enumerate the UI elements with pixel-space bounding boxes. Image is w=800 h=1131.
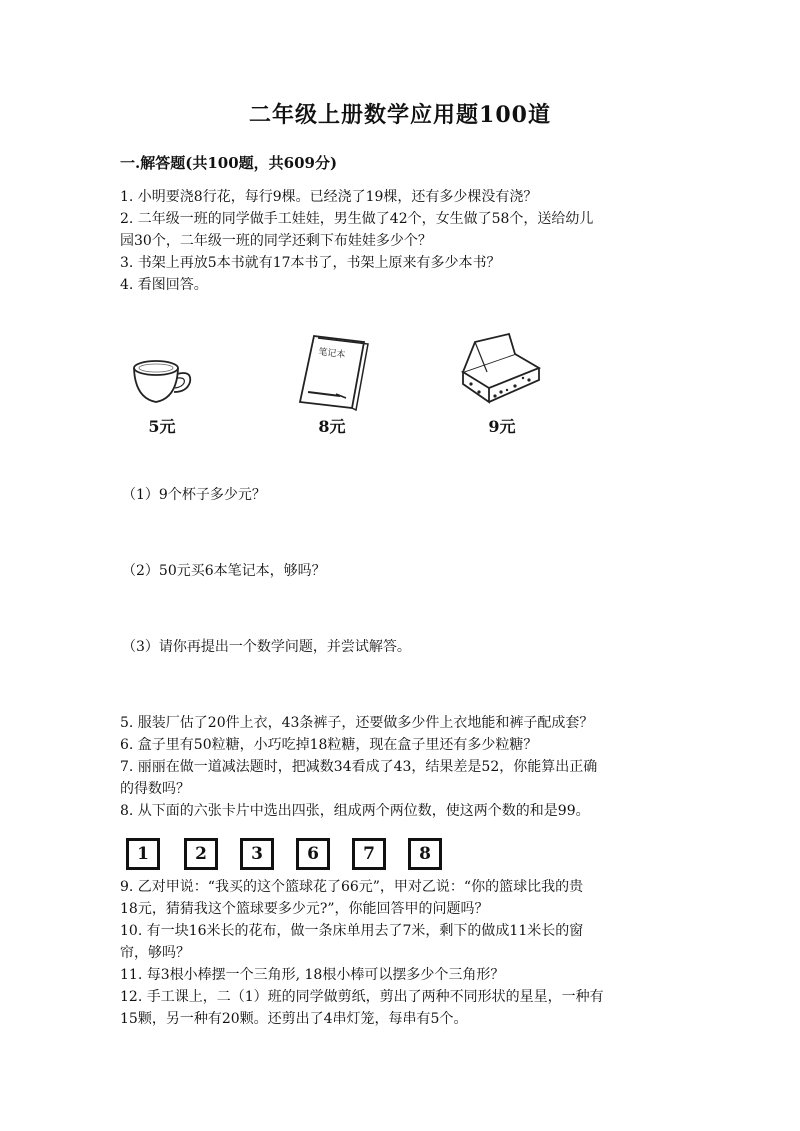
number-cards	[126, 838, 446, 870]
notebook-cover-label: 笔记本	[317, 347, 346, 361]
question-4: 4. 看图回答。	[120, 277, 208, 293]
question-7-line-1: 7. 丽丽在做一道减法题时，把减数34看成了43，结果差是52，你能算出正确	[120, 759, 598, 775]
cup-price: 5元	[148, 417, 176, 436]
notebook-item	[282, 332, 382, 437]
pencil-box-item	[452, 332, 552, 437]
question-5: 5. 服装厂估了20件上衣，43条裤子，还要做多少件上衣地能和裤子配成套？	[120, 715, 594, 731]
question-6: 6. 盒子里有50粒糖，小巧吃掉18粒糖，现在盒子里还有多少粒糖？	[120, 737, 538, 753]
page-title: 二年级上册数学应用题100道	[249, 102, 551, 128]
question-7-line-2: 的得数吗？	[120, 781, 190, 797]
question-8: 8. 从下面的六张卡片中选出四张，组成两个两位数，使这两个数的和是99。	[120, 803, 590, 819]
pencil-box-price: 9元	[488, 417, 516, 436]
cup-item	[112, 332, 212, 437]
number-card: 2	[184, 838, 218, 870]
question-10-line-2: 帘，够吗？	[120, 945, 190, 961]
notebook-icon	[292, 332, 372, 412]
question-12-line-1: 12. 手工课上，二（1）班的同学做剪纸，剪出了两种不同形状的星星，一种有	[120, 989, 604, 1005]
question-9-line-2: 18元，猜猜我这个篮球要多少元?”，你能回答甲的问题吗？	[120, 901, 489, 917]
question-11: 11. 每3根小棒摆一个三角形, 18根小棒可以摆多少个三角形？	[120, 967, 505, 983]
number-card: 6	[296, 838, 330, 870]
number-card: 7	[352, 838, 386, 870]
pencil-box-icon	[457, 332, 547, 412]
number-card: 1	[126, 838, 160, 870]
question-12-line-2: 15颗，另一种有20颗。还剪出了4串灯笼，每串有5个。	[120, 1011, 468, 1027]
question-3: 3. 书架上再放5本书就有17本书了，书架上原来有多少本书？	[120, 255, 501, 271]
question-9-line-1: 9. 乙对甲说：“我买的这个篮球花了66元”，甲对乙说：“你的篮球比我的贵	[120, 879, 584, 895]
cup-icon	[122, 332, 202, 412]
number-card: 3	[240, 838, 274, 870]
question-2-line-2: 园30个，二年级一班的同学还剩下布娃娃多少个？	[120, 233, 432, 249]
question-2-line-1: 2. 二年级一班的同学做手工娃娃，男生做了42个，女生做了58个，送给幼儿	[120, 211, 594, 227]
question-10-line-1: 10. 有一块16米长的花布，做一条床单用去了7米，剩下的做成11米长的窗	[120, 923, 584, 939]
section-heading: 一.解答题(共100题，共609分)	[120, 154, 338, 172]
notebook-price: 8元	[318, 417, 346, 436]
subquestion-3: （3）请你再提出一个数学问题，并尝试解答。	[122, 639, 411, 655]
subquestion-1: （1）9个杯子多少元？	[122, 487, 266, 503]
question-1: 1. 小明要浇8行花，每行9棵。已经浇了19棵，还有多少棵没有浇？	[120, 189, 538, 205]
number-card: 8	[408, 838, 442, 870]
subquestion-2: （2）50元买6本笔记本，够吗？	[122, 563, 326, 579]
